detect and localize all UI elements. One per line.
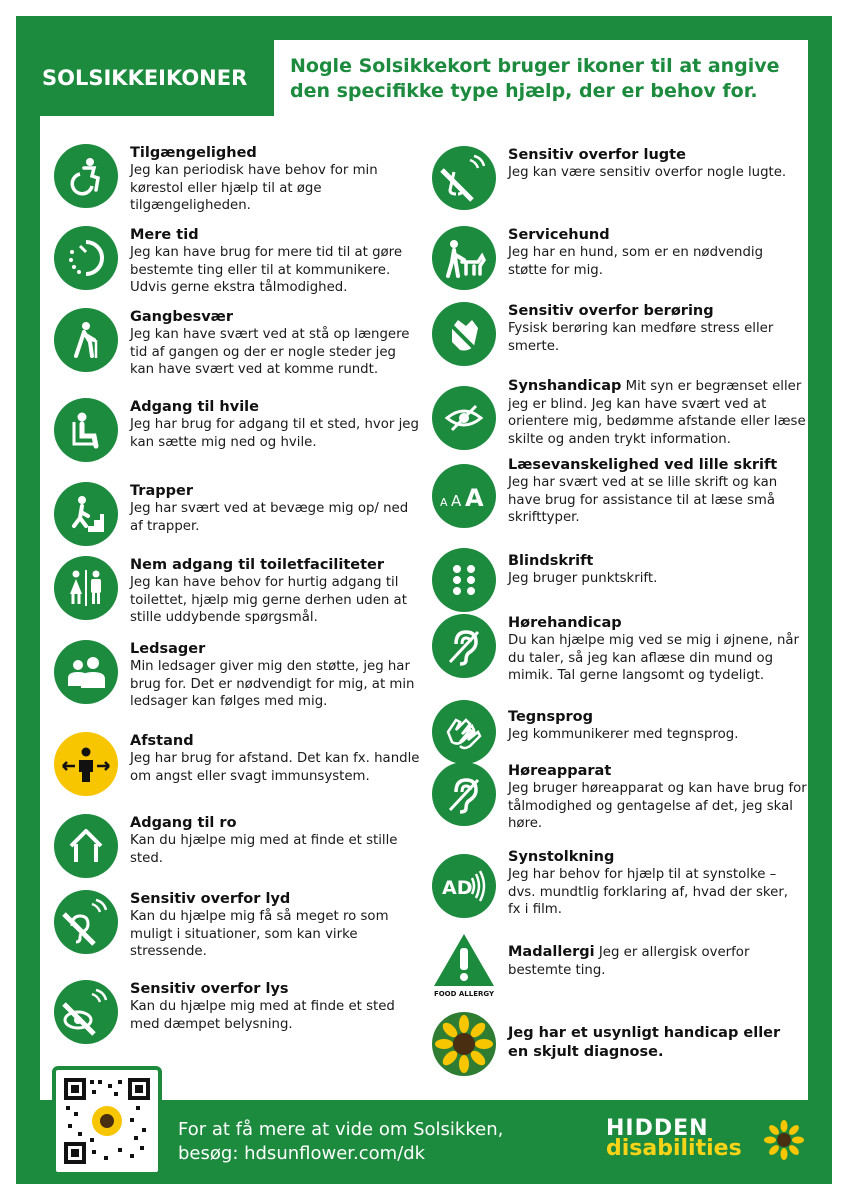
item-body: Jeg kan periodisk have behov for min kørestol eller hjælp til at øge tilgængeligheden. xyxy=(130,163,378,213)
item-title: Sensitiv overfor lyd xyxy=(130,891,291,907)
item-body: Jeg har svært ved at se lille skrift og kan have brug for assistance til at læse små skrifttyper. xyxy=(508,475,778,525)
sunflower-icon xyxy=(432,1012,496,1076)
item-title: Nem adgang til toiletfaciliteter xyxy=(130,557,385,573)
item-title: Ledsager xyxy=(130,641,206,657)
item-body: Jeg kan have svært ved at stå op længere tid af gangen og der er nogle steder jeg kan have svært ved at komme rundt. xyxy=(130,327,410,377)
footer-text xyxy=(178,1118,503,1166)
sign-language-icon xyxy=(432,700,496,764)
text-size-icon xyxy=(432,464,496,528)
item-title: Adgang til ro xyxy=(130,815,237,831)
list-item xyxy=(432,614,808,685)
wheelchair-icon xyxy=(54,144,118,208)
list-item xyxy=(432,700,802,764)
food-allergy-icon xyxy=(432,932,496,998)
item-body: Du kan hjælpe mig ved se mig i øjnene, når du taler, så jeg kan aflæse din mund og mimik. Tal gerne langsomt og tydeligt. xyxy=(508,633,800,683)
item-title: Blindskrift xyxy=(508,553,594,569)
item-body: Fysisk berøring kan medføre stress eller smerte. xyxy=(508,321,774,354)
item-body: Jeg bruger punktskrift. xyxy=(508,571,658,586)
item-body: Jeg kommunikerer med tegnsprog. xyxy=(508,727,739,742)
walking-cane-icon xyxy=(54,308,118,372)
sunflower-logo-icon xyxy=(764,1120,804,1160)
svg-text:A: A xyxy=(451,492,462,510)
hearing-icon xyxy=(432,614,496,678)
item-body: Jeg har svært ved at bevæge mig op/ ned af trapper. xyxy=(130,501,409,534)
list-item xyxy=(54,308,424,379)
list-item xyxy=(54,398,424,462)
hidden-disabilities-logo xyxy=(606,1116,806,1170)
list-item xyxy=(54,890,424,961)
item-title: Synshandicap xyxy=(508,378,622,394)
item-body: Jeg har behov for hjælp til at synstolke – dvs. mundtlig forklaring af, hvad der sker, fx i film. xyxy=(508,867,789,917)
stairs-icon xyxy=(54,482,118,546)
item-title: Afstand xyxy=(130,733,194,749)
item-body: Jeg kan have brug for mere tid til at gøre bestemte ting eller til at kommunikere. Udvis gerne ekstra tålmodighed. xyxy=(130,245,403,295)
list-item xyxy=(54,732,434,796)
house-icon xyxy=(54,814,118,878)
item-body: Jeg har brug for afstand. Det kan fx. handle om angst eller svagt immunsystem. xyxy=(130,751,420,784)
companion-icon xyxy=(54,640,118,704)
list-item xyxy=(432,456,802,528)
item-title: Servicehund xyxy=(508,227,610,243)
item-title: Jeg har et usynligt handicap eller en skjult diagnose. xyxy=(508,1025,781,1060)
item-title: Hørehandicap xyxy=(508,615,622,631)
svg-text:A: A xyxy=(440,496,448,509)
svg-text:FOOD ALLERGY: FOOD ALLERGY xyxy=(433,990,495,998)
sound-sensitive-icon xyxy=(54,890,118,954)
list-item xyxy=(432,548,802,612)
footer-line: For at få mere at vide om Solsikken, xyxy=(178,1119,504,1140)
item-body: Jeg er allergisk overfor bestemte ting. xyxy=(508,945,750,978)
seated-person-icon xyxy=(54,398,118,462)
item-title: Trapper xyxy=(130,483,193,499)
list-item xyxy=(54,814,424,878)
list-item xyxy=(54,556,424,627)
item-body: Mit syn er begrænset eller jeg er blind. Jeg kan have svært ved at orientere mig, bedømme afstande eller læse skilte og anden trykt information. xyxy=(508,379,806,447)
light-sensitive-icon xyxy=(54,980,118,1044)
list-item xyxy=(54,226,424,297)
list-item xyxy=(432,1012,802,1076)
headline: Nogle Solsikkekort bruger ikoner til at angive den specifikke type hjælp, der er behov for. xyxy=(290,55,780,102)
item-body: Jeg har en hund, som er en nødvendig støtte for mig. xyxy=(508,245,764,278)
toilet-icon xyxy=(54,556,118,620)
list-item xyxy=(432,302,802,366)
footer-url[interactable]: besøg: hdsunflower.com/dk xyxy=(178,1143,426,1164)
list-item xyxy=(54,640,424,711)
item-title: Tilgængelighed xyxy=(130,145,257,161)
list-item xyxy=(54,980,424,1044)
item-title: Læsevanskelighed ved lille skrift xyxy=(508,457,778,473)
smell-sensitive-icon xyxy=(432,146,496,210)
touch-sensitive-icon xyxy=(432,302,496,366)
list-item xyxy=(432,146,802,210)
page-title: SOLSIKKEIKONER xyxy=(16,40,274,116)
item-body: Min ledsager giver mig den støtte, jeg har brug for. Det er nødvendigt for mig, at min ledsager kan følges med mig. xyxy=(130,659,415,709)
svg-text:AD: AD xyxy=(442,877,473,899)
list-item xyxy=(432,378,808,450)
audio-description-icon xyxy=(432,854,496,918)
item-title: Høreapparat xyxy=(508,763,612,779)
item-body: Jeg kan have behov for hurtig adgang til toilettet, hjælp mig gerne derhen uden at stille uddybende spørgsmål. xyxy=(130,575,407,625)
logo-text-top: HIDDEN xyxy=(606,1116,709,1141)
item-title: Synstolkning xyxy=(508,849,615,865)
item-body: Kan du hjælpe mig med at finde et sted med dæmpet belysning. xyxy=(130,999,395,1032)
list-item xyxy=(54,482,424,546)
service-dog-icon xyxy=(432,226,496,290)
distance-icon xyxy=(54,732,118,796)
item-title: Adgang til hvile xyxy=(130,399,259,415)
item-title: Sensitiv overfor lugte xyxy=(508,147,686,163)
eye-icon xyxy=(432,386,496,450)
clock-icon xyxy=(54,226,118,290)
list-item xyxy=(432,226,802,290)
item-body: Jeg bruger høreapparat og kan have brug for tålmodighed og gentagelse af det, jeg skal høre. xyxy=(508,781,807,831)
list-item xyxy=(54,144,414,215)
logo-text-bottom: disabilities xyxy=(606,1136,742,1161)
item-title: Sensitiv overfor berøring xyxy=(508,303,714,319)
item-body: Jeg kan være sensitiv overfor nogle lugte. xyxy=(508,165,787,180)
item-title: Mere tid xyxy=(130,227,199,243)
item-title: Gangbesvær xyxy=(130,309,234,325)
hearing-aid-icon xyxy=(432,762,496,826)
item-body: Jeg har brug for adgang til et sted, hvor jeg kan sætte mig ned og hvile. xyxy=(130,417,419,450)
qr-code[interactable] xyxy=(52,1066,162,1176)
list-item xyxy=(432,932,802,998)
item-title: Tegnsprog xyxy=(508,709,594,725)
item-title: Sensitiv overfor lys xyxy=(130,981,289,997)
braille-icon xyxy=(432,548,496,612)
list-item xyxy=(432,848,802,919)
svg-text:A: A xyxy=(465,484,484,512)
list-item xyxy=(432,762,808,833)
item-title: Madallergi xyxy=(508,944,595,960)
item-body: Kan du hjælpe mig få så meget ro som muligt i situationer, som kan virke stressende. xyxy=(130,909,389,959)
item-body: Kan du hjælpe mig med at finde et stille sted. xyxy=(130,833,398,866)
